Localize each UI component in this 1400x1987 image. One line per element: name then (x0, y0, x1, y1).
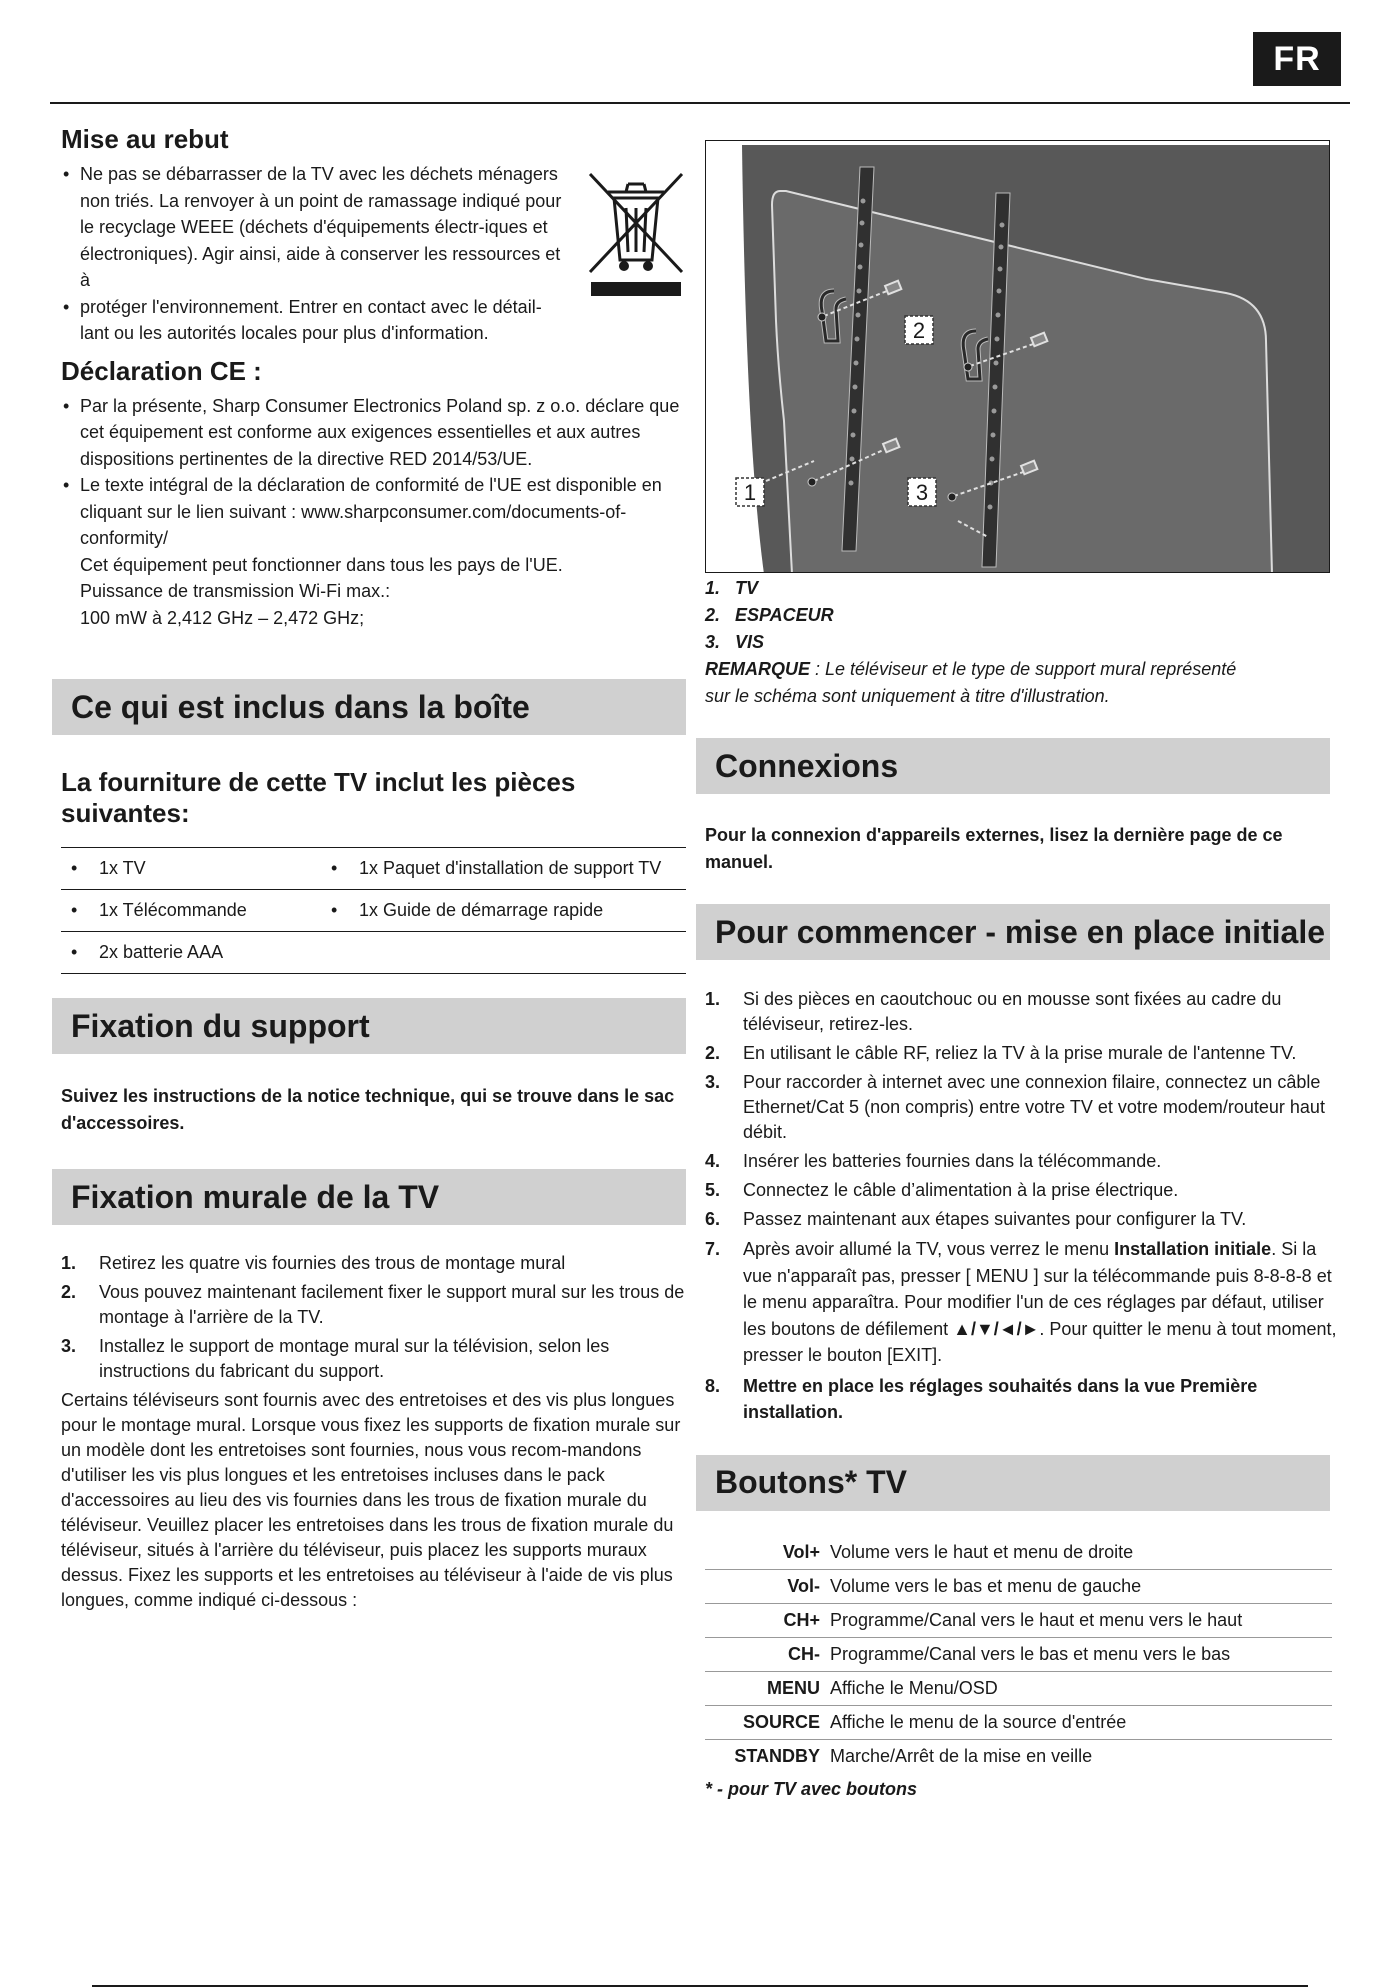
caption-item: 1. TV (705, 578, 759, 598)
weee-crossed-bin-icon (586, 168, 686, 298)
setup-step: 1. Si des pièces en caoutchouc ou en mousse sont fixées au cadre du téléviseur, retirez-les. (705, 989, 1282, 1034)
remark-label: REMARQUE (705, 659, 811, 679)
disposal-section (61, 124, 686, 347)
included-item: • 1x Paquet d'installation de support TV (321, 858, 686, 879)
caption-item: 2. ESPACEUR (705, 605, 834, 625)
ce-extra-line: 100 mW à 2,412 GHz – 2,472 GHz; (80, 607, 365, 628)
ce-item: • Par la présente, Sharp Consumer Electronics Poland sp. z o.o. déclare que cet équipement est conforme aux exigences essentielles et aux autres dispositions pertinentes de la directive RED 2014/53/UE. (61, 393, 686, 473)
ce-extra-line: Cet équipement peut fonctionner dans tous les pays de l'UE. (80, 554, 563, 575)
setup-step: 7. Après avoir allumé la TV, vous verrez le menu Installation initiale. Si la vue n'apparaît pas, presser [ MENU ] sur la télécommande puis 8-8-8-8 et le menu apparaîtra. Pour modifier l'un de ces réglages par défaut, utiliser les boutons de défilement ▲/▼/◄/►. Pour quitter le menu à tout moment, presser le bouton [EXIT]. (705, 1239, 1337, 1365)
ce-extra (61, 552, 686, 632)
right-column (705, 140, 1340, 1800)
callout-1 (736, 478, 764, 506)
figure-captions (705, 575, 1340, 710)
table-row: CH+ Programme/Canal vers le haut et menu vers le haut (705, 1603, 1332, 1637)
buttons-footnote: * - pour TV avec boutons (705, 1778, 918, 1799)
wall-mount-illustration (706, 141, 1330, 573)
stand-section-header: Fixation du support (52, 998, 686, 1054)
table-row: STANDBY Marche/Arrêt de la mise en veille (734, 1745, 1093, 1766)
wall-step: 2. Vous pouvez maintenant facilement fixer le support mural sur les trous de montage à l'arrière de la TV. (61, 1282, 685, 1327)
setup-step: 5. Connectez le câble d’alimentation à la prise électrique. (705, 1180, 1179, 1200)
included-subtitle: La fourniture de cette TV inclut les pièces suivantes: (61, 767, 576, 828)
svg-text:2: 2 (912, 318, 926, 343)
setup-step: 8. Mettre en place les réglages souhaités dans la vue Première installation. (705, 1375, 1258, 1422)
remark-text: : Le téléviseur et le type de support mural représenté sur le schéma sont uniquement à titre d'illustration. (705, 659, 1237, 706)
table-row (61, 932, 686, 974)
wall-mount-section-header: Fixation murale de la TV (52, 1169, 686, 1225)
table-row: CH- Programme/Canal vers le bas et menu vers le bas (705, 1637, 1332, 1671)
setup-step: 4. Insérer les batteries fournies dans la télécommande. (705, 1151, 1162, 1171)
disposal-list (61, 161, 566, 347)
ce-item: • Le texte intégral de la déclaration de conformité de l'UE est disponible en cliquant sur le lien suivant : www.sharpconsumer.com/documents-of-conformity/ (61, 472, 686, 552)
language-badge: FR (1253, 32, 1341, 86)
disposal-item: • Ne pas se débarrasser de la TV avec les déchets ménagers non triés. La renvoyer à un point de ramassage indiqué pour le recyclage WEEE (déchets d'équipements électr-iques et électroniques). Agir ainsi, aide à conserver les ressources et à (61, 161, 566, 294)
table-row: SOURCE Affiche le menu de la source d'entrée (705, 1705, 1332, 1739)
callout-2 (905, 316, 933, 344)
callout-3 (908, 478, 936, 506)
table-row (61, 848, 686, 890)
setup-step: 6. Passez maintenant aux étapes suivantes pour configurer la TV. (705, 1209, 1247, 1229)
stand-note: Suivez les instructions de la notice technique, qui se trouve dans le sac d'accessoires. (61, 1086, 675, 1133)
wall-step: 1. Retirez les quatre vis fournies des trous de montage mural (61, 1253, 566, 1273)
buttons-table (705, 1536, 1332, 1773)
included-table (61, 847, 686, 974)
left-column (61, 124, 686, 1613)
setup-steps (705, 987, 1340, 1426)
table-row: Vol+ Volume vers le haut et menu de droite (705, 1536, 1332, 1570)
wall-mount-figure (705, 140, 1330, 573)
setup-step: 2. En utilisant le câble RF, reliez la TV à la prise murale de l'antenne TV. (705, 1043, 1297, 1063)
ce-extra-line: Puissance de transmission Wi-Fi max.: (80, 581, 391, 601)
disposal-item: • protéger l'environnement. Entrer en contact avec le détail-lant ou les autorités locales pour plus d'information. (61, 294, 566, 347)
connections-section-header: Connexions (696, 738, 1330, 794)
included-item: • 1x Guide de démarrage rapide (321, 900, 686, 921)
header-rule (50, 102, 1350, 104)
svg-text:3: 3 (915, 480, 929, 505)
disposal-title: Mise au rebut (61, 124, 229, 154)
included-section-header: Ce qui est inclus dans la boîte (52, 679, 686, 735)
caption-item: 3. VIS (705, 632, 765, 652)
table-row: MENU Affiche le Menu/OSD (705, 1671, 1332, 1705)
table-row: Vol- Volume vers le bas et menu de gauche (705, 1569, 1332, 1603)
ce-title: Déclaration CE : (61, 355, 262, 386)
included-item: • 2x batterie AAA (61, 942, 321, 963)
wall-step: 3. Installez le support de montage mural sur la télévision, selon les instructions du fabricant du support. (61, 1336, 610, 1381)
ce-section (61, 356, 686, 632)
setup-section-header: Pour commencer - mise en place initiale (696, 904, 1330, 960)
wall-paragraph: Certains téléviseurs sont fournis avec des entretoises et des vis plus longues pour le montage mural. Lorsque vous fixez les supports de fixation murale sur un modèle dont les entretoises sont fournies, nous vous recom-mandons d'utiliser les vis plus longues et les entretoises incluses dans le pack d'accessoires au lieu des vis fournies dans les trous de fixation murale du téléviseur. Veuillez placer les entretoises dans les trous de fixation murale du téléviseur, situés à l'arrière du téléviseur, puis placez les supports muraux dessus. Fixez les supports et les entretoises au téléviseur à l'aide de vis plus longues, comme indiqué ci-dessous : (61, 1390, 681, 1610)
connections-note: Pour la connexion d'appareils externes, lisez la dernière page de ce manuel. (705, 825, 1283, 872)
table-row (61, 890, 686, 932)
figure-remark (705, 656, 1245, 710)
ce-list (61, 393, 686, 552)
included-section (61, 767, 686, 974)
included-item: • 1x Télécommande (61, 900, 321, 921)
svg-text:1: 1 (743, 480, 757, 505)
included-item: • 1x TV (61, 858, 321, 879)
buttons-section-header: Boutons* TV (696, 1455, 1330, 1511)
setup-step: 3. Pour raccorder à internet avec une connexion filaire, connectez un câble Ethernet/Cat 5 (non compris) entre votre TV et votre modem/routeur haut débit. (705, 1072, 1325, 1142)
wall-steps (61, 1251, 686, 1384)
